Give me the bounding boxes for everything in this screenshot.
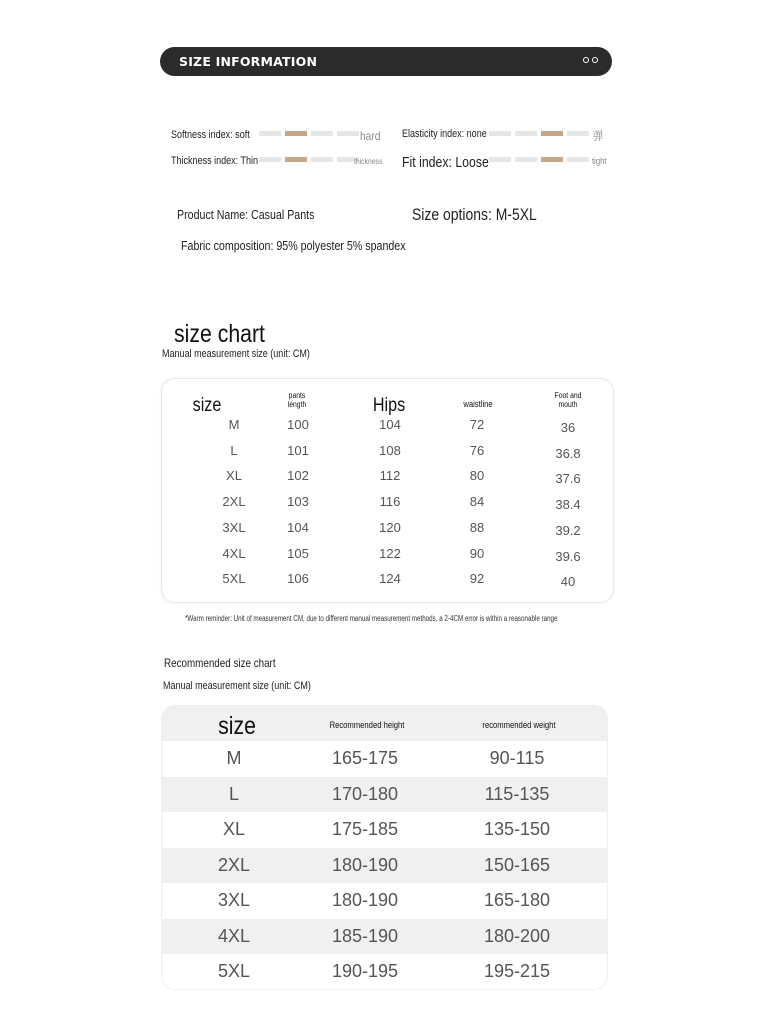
table-cell: 2XL	[222, 494, 246, 510]
fit-end-label: tight	[592, 156, 607, 166]
table-cell: 72	[469, 417, 485, 432]
size-chart-table	[161, 378, 614, 603]
table-cell: 36	[560, 420, 576, 435]
table-cell: 175-185	[331, 819, 399, 839]
table-cell: 90	[469, 545, 485, 561]
table-header	[162, 379, 613, 421]
table-cell: 150-165	[483, 854, 551, 875]
recommended-chart-subtitle: Manual measurement size (unit: CM)	[163, 680, 311, 692]
thickness-index-label: Thickness index: Thin	[171, 155, 259, 167]
elasticity-scale	[489, 131, 589, 136]
table-row	[162, 777, 607, 813]
table-cell: 106	[287, 571, 309, 587]
size-information-header	[160, 47, 612, 76]
header-waistline: waistline	[463, 399, 493, 409]
table-cell: 104	[287, 519, 309, 535]
product-name: Product Name: Casual Pants	[177, 207, 315, 222]
table-cell: 195-215	[483, 961, 551, 981]
table-cell: 185-190	[331, 925, 399, 946]
table-cell: 165-180	[483, 890, 551, 910]
softness-index-label: Softness index: soft	[171, 129, 250, 141]
table-row	[162, 919, 607, 955]
two-dots-icon	[583, 57, 598, 63]
size-chart-title: size chart	[174, 320, 265, 348]
table-row	[162, 848, 607, 884]
table-cell: 90-115	[489, 748, 545, 768]
table-cell: 180-190	[331, 854, 399, 875]
table-cell: 180-190	[331, 890, 399, 910]
table-row	[162, 520, 613, 546]
table-cell: M	[228, 417, 240, 432]
table-cell: XL	[226, 468, 242, 484]
table-row	[162, 954, 607, 990]
table-cell: 102	[287, 468, 309, 484]
softness-scale	[259, 131, 359, 136]
table-cell: 5XL	[222, 571, 246, 587]
header-hips: Hips	[372, 395, 406, 416]
table-cell: 115-135	[484, 783, 550, 804]
table-row	[162, 494, 613, 520]
table-cell: 2XL	[217, 854, 251, 875]
fit-scale	[489, 157, 589, 162]
table-cell: 40	[560, 574, 576, 590]
table-row	[162, 741, 607, 777]
elasticity-end-label: 弹	[593, 129, 604, 143]
table-cell: 84	[469, 494, 485, 510]
table-cell: 190-195	[331, 961, 399, 981]
table-cell: M	[226, 748, 242, 768]
thickness-end-label: thickness	[354, 157, 383, 166]
table-cell: XL	[222, 819, 246, 839]
table-cell: 180-200	[483, 925, 551, 946]
table-row	[162, 417, 613, 443]
table-cell: 170-180	[331, 783, 399, 804]
table-cell: 120	[379, 519, 401, 535]
table-cell: 4XL	[222, 545, 246, 561]
softness-end-label: hard	[360, 129, 381, 143]
table-cell: 101	[287, 442, 309, 458]
table-cell: 135-150	[483, 819, 551, 839]
table-cell: 116	[379, 494, 401, 510]
warm-reminder: *Warm reminder: Unit of measurement CM, due to different manual measurement methods, a 2-4CM error is within a reasonable range	[185, 614, 558, 623]
recommended-size-table	[161, 705, 608, 990]
table-row	[162, 571, 613, 597]
table-cell: 105	[287, 545, 309, 561]
table-cell: 4XL	[217, 925, 251, 946]
header-title: SIZE INFORMATION	[179, 54, 318, 69]
fit-index-label: Fit index: Loose	[402, 154, 489, 171]
header-pants-length: pants length	[287, 391, 307, 410]
table-cell: 5XL	[217, 961, 251, 981]
table-cell: 3XL	[217, 890, 251, 910]
table-cell: 112	[379, 468, 401, 484]
table-cell: 92	[469, 571, 485, 587]
table-row	[162, 883, 607, 919]
elasticity-index-label: Elasticity index: none	[402, 128, 487, 140]
table-cell: 124	[379, 571, 401, 587]
table-cell: 108	[379, 442, 401, 458]
table-row	[162, 546, 613, 572]
table-cell: 88	[469, 519, 485, 535]
table-header	[162, 706, 607, 741]
table-cell: 39.6	[555, 548, 581, 564]
header-recommended-weight: recommended weight	[482, 720, 556, 730]
table-cell: L	[230, 442, 238, 458]
table-row	[162, 812, 607, 848]
table-cell: 39.2	[555, 522, 581, 538]
table-row	[162, 468, 613, 494]
fabric-composition: Fabric composition: 95% polyester 5% spandex	[181, 238, 406, 253]
table-cell: 104	[379, 417, 401, 432]
table-cell: 76	[469, 442, 485, 458]
recommended-chart-title: Recommended size chart	[164, 656, 276, 670]
thickness-scale	[259, 157, 359, 162]
table-cell: 80	[469, 468, 485, 484]
size-chart-subtitle: Manual measurement size (unit: CM)	[162, 348, 310, 360]
header-size: size	[218, 712, 256, 740]
table-cell: 165-175	[331, 748, 399, 768]
table-cell: 37.6	[555, 471, 581, 487]
header-recommended-height: Recommended height	[329, 720, 405, 730]
table-cell: 38.4	[555, 497, 581, 513]
size-options: Size options: M-5XL	[412, 205, 537, 224]
table-cell: 122	[379, 545, 401, 561]
table-cell: 103	[287, 494, 309, 510]
header-foot-and-mouth: Foot and mouth	[554, 391, 582, 410]
table-cell: L	[228, 783, 239, 804]
table-row	[162, 443, 613, 469]
table-cell: 36.8	[555, 445, 581, 461]
table-cell: 3XL	[222, 519, 246, 535]
header-size: size	[192, 395, 222, 416]
table-cell: 100	[287, 417, 309, 432]
